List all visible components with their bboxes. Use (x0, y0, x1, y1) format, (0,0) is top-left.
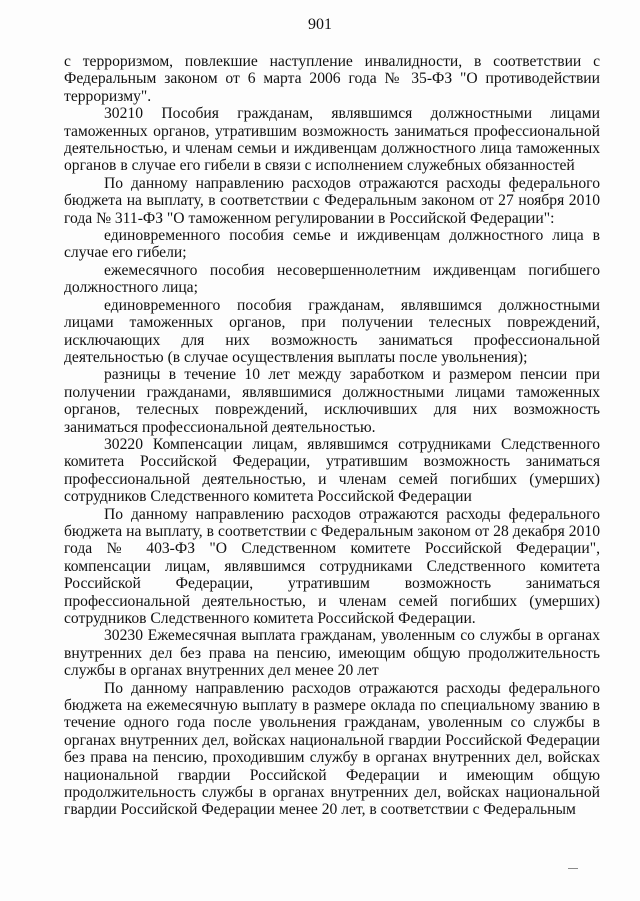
paragraph-30210-item-3: единовременного пособия гражданам, являвшимся должностными лицами таможенных органов, при получении телесных повреждений, исключающих для них возможность заниматься профессиональной деятельностью (в случае осуществления выплаты после увольнения); (64, 296, 600, 366)
paragraph-30210-item-1: единовременного пособия семье и иждивенцам должностного лица в случае его гибели; (64, 227, 600, 262)
paragraph-30210-description: По данному направлению расходов отражаются расходы федерального бюджета на выплату, в соответствии с Федеральным законом от 27 ноября 2010 года № 311-ФЗ "О таможенном регулировании в Российской Федерации": (64, 174, 600, 227)
paragraph-30220-heading: 30220 Компенсации лицам, являвшимся сотрудниками Следственного комитета Российской Федерации, утратившим возможность заниматься профессиональной деятельностью, и членам семей погибших (умерших) сотрудников Следственного комитета Российской Федерации (64, 435, 600, 506)
paragraph-30220-description: По данному направлению расходов отражаются расходы федерального бюджета на выплату, в соответствии с Федеральным законом от 28 декабря 2010 года № 403-ФЗ "О Следственном комитете Российской Федерации", компенсации лицам, являвшимся сотрудниками Следственного комитета Российской Федерации, утратившим возможность заниматься профессиональной деятельностью, и членам семей погибших (умерших) сотрудников Следственного комитета Российской Федерации. (64, 505, 600, 627)
page-number: 901 (308, 16, 332, 33)
paragraph-30210-item-4: разницы в течение 10 лет между заработком и размером пенсии при получении гражданами, являвшимися должностными лицами таможенных органов, телесных повреждений, исключивших для них возможность заниматься профессиональной деятельностью. (64, 366, 600, 436)
paragraph-30210-heading: 30210 Пособия гражданам, являвшимся должностными лицами таможенных органов, утратившим возможность заниматься профессиональной деятельностью, и членам семьи и иждивенцам должностного лица таможенных органов в случае его гибели в связи с исполнением служебных обязанностей (64, 105, 600, 175)
paragraph-30230-description: По данному направлению расходов отражаются расходы федерального бюджета на ежемесячную выплату в размере оклада по специальному званию в течение одного года после увольнения гражданам, уволенным со службы в органах внутренних дел, войсках национальной гвардии Российской Федерации без права на пенсию, проходившим службу в органах внутренних дел, войсках национальной гвардии Российской Федерации и имеющим общую продолжительность службы в органах внутренних дел, войсках национальной гвардии Российской Федерации менее 20 лет, в соответствии с Федеральным (64, 679, 600, 819)
paragraph-30210-item-2: ежемесячного пособия несовершеннолетним иждивенцам погибшего должностного лица; (64, 261, 600, 297)
paragraph-30230-heading: 30230 Ежемесячная выплата гражданам, уволенным со службы в органах внутренних дел без права на пенсию, имеющим общую продолжительность службы в органах внутренних дел менее 20 лет (64, 627, 600, 680)
document-body (64, 53, 600, 819)
scan-artifact-mark (568, 868, 578, 869)
paragraph-terrorism-continuation: с терроризмом, повлекшие наступление инвалидности, в соответствии с Федеральным законом от 6 марта 2006 года № 35-ФЗ "О противодействии терроризму". (64, 53, 600, 105)
